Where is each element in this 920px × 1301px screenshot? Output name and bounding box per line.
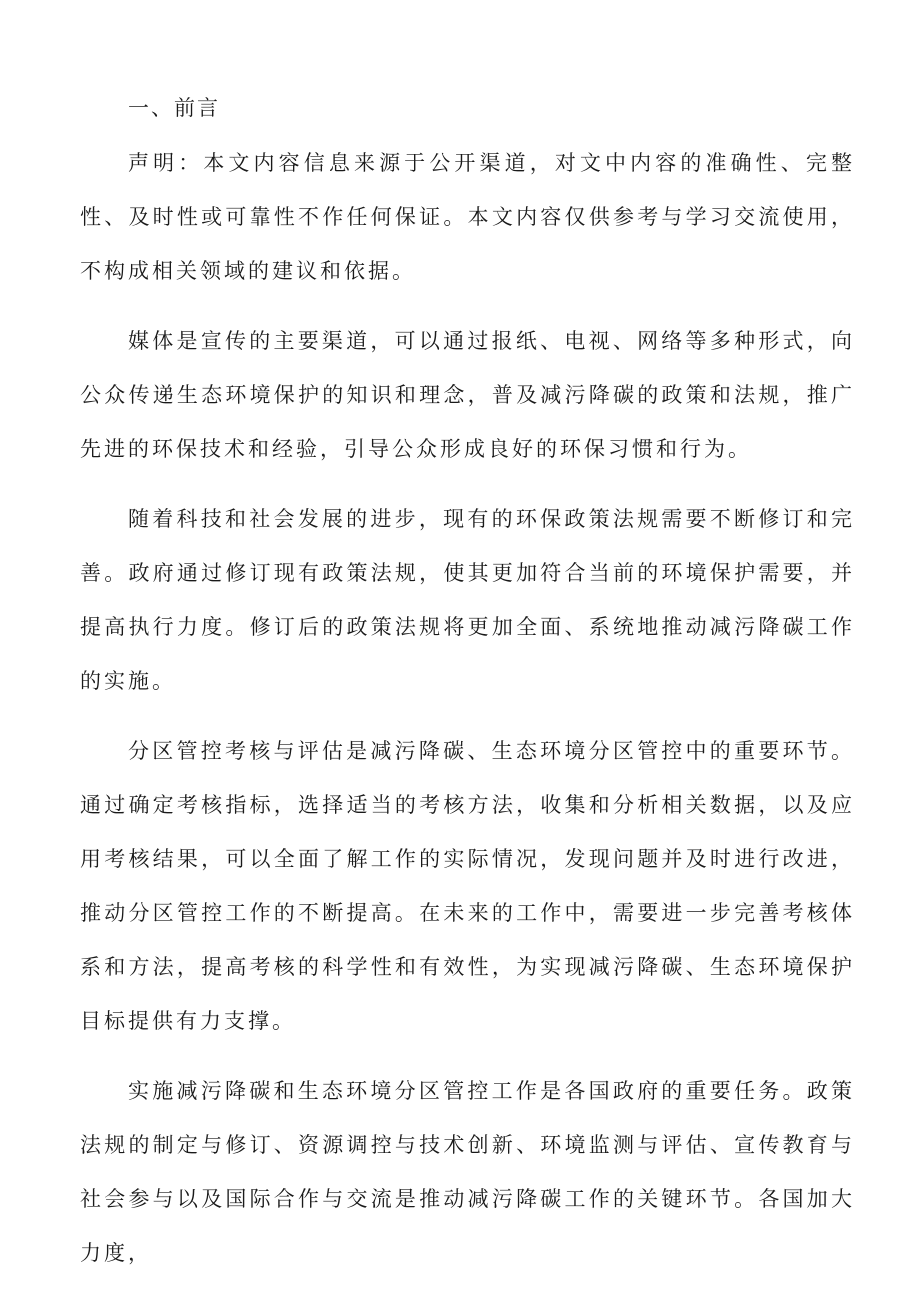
document-page (80, 88, 855, 1296)
paragraph-disclaimer: 声明：本文内容信息来源于公开渠道，对文中内容的准确性、完整性、及时性或可靠性不作任何保证。本文内容仅供参考与学习交流使用，不构成相关领域的建议和依据。 (80, 151, 855, 283)
paragraph-assessment: 分区管控考核与评估是减污降碳、生态环境分区管控中的重要环节。通过确定考核指标，选择适当的考核方法，收集和分析相关数据，以及应用考核结果，可以全面了解工作的实际情况，发现问题并及时进行改进，推动分区管控工作的不断提高。在未来的工作中，需要进一步完善考核体系和方法，提高考核的科学性和有效性，为实现减污降碳、生态环境保护目标提供有力支撑。 (80, 739, 855, 1033)
paragraph-policy-revision: 随着科技和社会发展的进步，现有的环保政策法规需要不断修订和完善。政府通过修订现有政策法规，使其更加符合当前的环境保护需要，并提高执行力度。修订后的政策法规将更加全面、系统地推动减污降碳工作的实施。 (80, 507, 855, 693)
paragraph-implementation: 实施减污降碳和生态环境分区管控工作是各国政府的重要任务。政策法规的制定与修订、资源调控与技术创新、环境监测与评估、宣传教育与社会参与以及国际合作与交流是推动减污降碳工作的关键环节。各国加大力度， (80, 1079, 855, 1265)
section-heading: 一、前言 (128, 96, 220, 120)
paragraph-media: 媒体是宣传的主要渠道，可以通过报纸、电视、网络等多种形式，向公众传递生态环境保护的知识和理念，普及减污降碳的政策和法规，推广先进的环保技术和经验，引导公众形成良好的环保习惯和行为。 (80, 329, 855, 461)
